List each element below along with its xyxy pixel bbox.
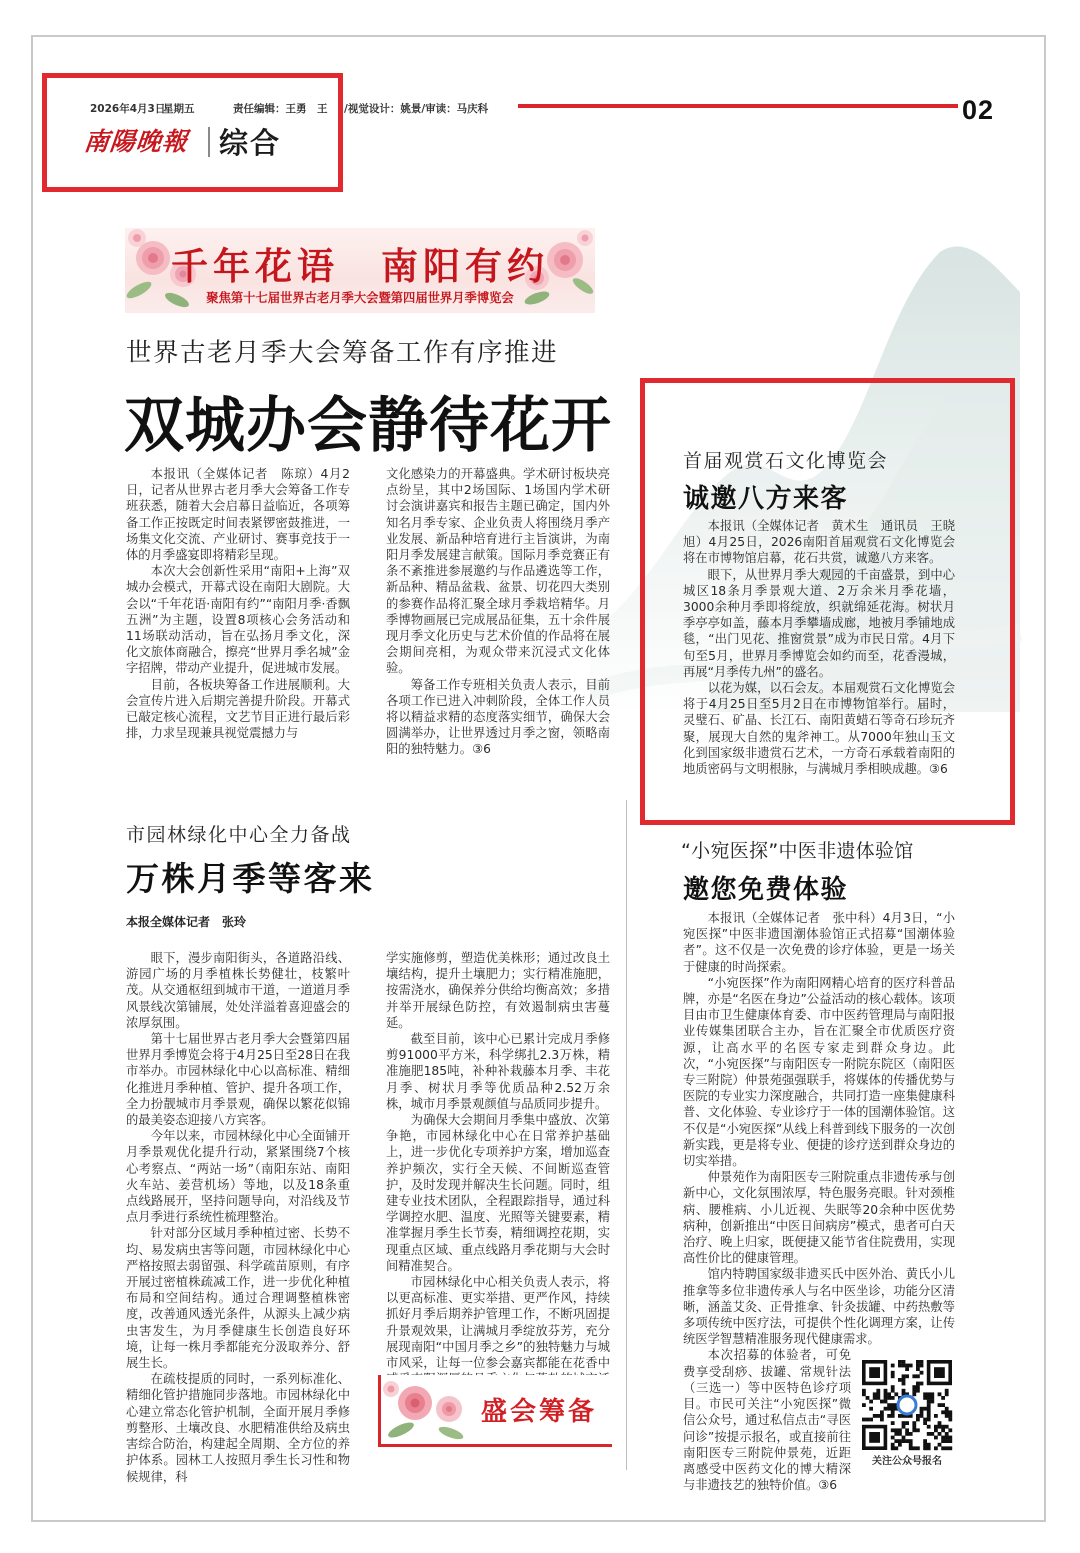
qr-module [898, 1360, 902, 1364]
qr-module [927, 1414, 931, 1418]
qr-module [902, 1421, 906, 1425]
qr-module [923, 1421, 927, 1425]
qr-module [912, 1389, 916, 1393]
qr-module [923, 1392, 927, 1396]
qr-module [905, 1421, 909, 1425]
qr-module [909, 1364, 913, 1368]
qr-module [891, 1374, 895, 1378]
qr-module [941, 1428, 945, 1432]
qr-module [945, 1389, 949, 1393]
qr-module [873, 1414, 877, 1418]
qr-module [887, 1407, 891, 1411]
qr-module [902, 1436, 906, 1440]
qr-module [948, 1436, 952, 1440]
qr-module [916, 1382, 920, 1386]
paragraph: 目前，各板块筹备工作进展顺利。大会宣传片进入后期完善提升阶段。开幕式已敲定核心流程，文艺节目正进行最后彩排，力求呈现兼具视觉震撼力与 [126, 677, 350, 741]
section-banner [378, 1375, 612, 1447]
qr-module [941, 1396, 945, 1400]
qr-module [902, 1378, 906, 1382]
design-credit: /视觉设计：姚景/审读：马庆科 [344, 103, 489, 115]
qr-module [927, 1443, 931, 1447]
qr-module [905, 1364, 909, 1368]
paragraph: 学实施修剪，塑造优美株形；通过改良土壤结构，提升土壤肥力；实行精准施肥，按需浇水，确保养分供给均衡高效；多措并举开展绿色防控，有效遏制病虫害蔓延。 [386, 951, 610, 1030]
paragraph: 本报讯（全媒体记者 陈琼）4月2日，记者从世界古老月季大会筹备工作专班获悉，随着大会启幕日益临近，各项筹备工作正按既定时间表紧锣密鼓推进，一场集文化交流、产业研讨、赛事竞技于一体的月季盛宴即将精彩呈现。 [126, 467, 350, 563]
qr-module [894, 1439, 898, 1443]
qr-module [920, 1410, 924, 1414]
qr-module [909, 1439, 913, 1443]
paragraph: 筹备工作专班相关负责人表示，目前各项工作已进入冲刺阶段，全体工作人员将以精益求精的态度落实细节，确保大会圆满举办，让世界透过月季之窗，领略南阳的独特魅力。③6 [386, 677, 610, 757]
qr-module [862, 1418, 866, 1422]
paragraph: “小宛医探”作为南阳网精心培育的医疗科普品牌，亦是“名医在身边”公益活动的核心载体。该项目由市卫生健康体育委、市中医药管理局与南阳报业传媒集团联合主办，旨在汇聚全市优质医疗资源，让高水平的名医专家走到群众身边。此次，“小宛医探”与南阳医专一附院东院区（南阳医专三附院）仲景苑强强联手，将媒体的传播优势与医院的专业实力深度融合，共同打造一座集健康科普、文化体验、专业诊疗于一体的国潮体验馆。这不仅是“小宛医探”从线上科普到线下服务的一次创新实践，更是将专业、便捷的诊疗送到群众身边的切实举措。 [683, 975, 955, 1169]
qr-module [902, 1360, 906, 1364]
qr-module [905, 1428, 909, 1432]
qr-module [898, 1443, 902, 1447]
qr-module [912, 1425, 916, 1429]
qr-module [862, 1403, 866, 1407]
qr-module [894, 1428, 898, 1432]
qr-module [941, 1403, 945, 1407]
qr-module [876, 1392, 880, 1396]
qr-module [884, 1392, 888, 1396]
lead-column-1 [126, 466, 350, 760]
qr-module [916, 1367, 920, 1371]
qr-module [887, 1396, 891, 1400]
qr-module [912, 1392, 916, 1396]
rose-cluster-icon [381, 1375, 476, 1444]
qr-module [891, 1364, 895, 1368]
rose-care-headline: 万株月季等客来 [126, 859, 375, 898]
qr-module [941, 1410, 945, 1414]
qr-module [916, 1446, 920, 1450]
qr-module [884, 1389, 888, 1393]
qr-module [902, 1389, 906, 1393]
qr-module [880, 1414, 884, 1418]
qr-module [916, 1360, 920, 1364]
qr-module [902, 1374, 906, 1378]
qr-module [923, 1407, 927, 1411]
section-banner-label: 盛会筹备 [481, 1397, 598, 1427]
qr-module [894, 1392, 898, 1396]
stone-expo-kicker: 首届观赏石文化博览会 [683, 450, 889, 472]
qr-module [898, 1439, 902, 1443]
qr-module [934, 1414, 938, 1418]
qr-caption: 关注公众号报名 [872, 1456, 942, 1467]
qr-module [948, 1410, 952, 1414]
header-red-rule [518, 104, 958, 108]
qr-module [905, 1432, 909, 1436]
qr-module [898, 1364, 902, 1368]
paragraph: 仲景苑作为南阳医专三附院重点非遗传承与创新中心，文化氛围浓厚，特色服务亮眼。针对颈椎病、腰椎病、小儿近视、失眠等20余种中医优势病种，创新推出“中医日间病房”模式，患者可白天治疗、晚上归家，既便捷又能节省住院费用，实现高性价比的健康管理。 [683, 1170, 955, 1266]
qr-module [891, 1414, 895, 1418]
qr-module [891, 1403, 895, 1407]
paragraph: 第十七届世界古老月季大会暨第四届世界月季博览会将于4月25日至28日在我市举办。市园林绿化中心以高标准、精细化推进月季种植、管护、提升各项工作，全力扮靓城市月季景观，确保以繁花似锦的最美姿态迎接八方宾客。 [126, 1032, 350, 1128]
qr-module [941, 1446, 945, 1450]
qr-module [891, 1389, 895, 1393]
qr-module [909, 1443, 913, 1447]
qr-module [869, 1407, 873, 1411]
newspaper-logo: 南陽晚報 [82, 127, 190, 156]
qr-module [934, 1428, 938, 1432]
qr-module [902, 1425, 906, 1429]
paragraph: 在疏枝提质的同时，一系列标准化、精细化管护措施同步落地。市园林绿化中心建立常态化管护机制，全面开展月季修剪整形、土壤改良、水肥精准供给及病虫害综合防治，构建起全周期、全方位的养护体系。园林工人按照月季生长习性和物候规律，科 [126, 1372, 350, 1484]
paragraph: 针对部分区域月季种植过密、长势不均、易发病虫害等问题，市园林绿化中心严格按照去弱留强、科学疏苗原则，有序开展过密植株疏减工作，进一步优化种植布局和空间结构。通过合理调整植株密度，改善通风透光条件，从源头上减少病虫害发生，为月季健康生长创造良好环境，让每一株月季都能充分汲取养分、舒展生长。 [126, 1226, 350, 1371]
qr-module [920, 1360, 924, 1364]
qr-module [927, 1400, 931, 1404]
qr-module [938, 1425, 942, 1429]
rose-care-column-2 [386, 950, 610, 1371]
qr-module [869, 1432, 880, 1443]
qr-module [927, 1403, 931, 1407]
paragraph: 本报讯（全媒体记者 黄术生 通讯员 王晓旭）4月25日，2026南阳首届观赏石文化博览会将在市博物馆启幕，花石共赏，诚邀八方来客。 [683, 519, 955, 566]
qr-module [873, 1392, 877, 1396]
qr-module [930, 1392, 934, 1396]
qr-module [916, 1364, 920, 1368]
qr-module [920, 1364, 924, 1368]
qr-module [891, 1428, 895, 1432]
qr-module [941, 1436, 945, 1440]
qr-module [902, 1364, 906, 1368]
qr-module [876, 1389, 880, 1393]
qr-module [923, 1439, 927, 1443]
qr-module [934, 1367, 945, 1378]
qr-module [898, 1428, 902, 1432]
column-divider [626, 800, 627, 1470]
paragraph: 本次大会创新性采用“南阳+上海”双城办会模式，开幕式设在南阳大剧院。大会以“千年花语·南阳有约”“南阳月季·香飘五洲”为主题，设置8项核心会务活动和11场联动活动，旨在弘扬月季文化，深化文旅体商融合，擦亮“世界月季名城”金字招牌，带动产业提升，促进城市发展。 [126, 564, 350, 676]
qr-module [898, 1378, 902, 1382]
tcm-body [683, 910, 955, 1493]
qr-module [945, 1425, 949, 1429]
qr-module [891, 1443, 895, 1447]
qr-module [938, 1392, 942, 1396]
banner-title: 千年花语 南阳有约 [171, 244, 549, 288]
qr-module [941, 1425, 945, 1429]
qr-module [884, 1407, 888, 1411]
highlight-box-stone-expo [640, 378, 1015, 825]
qr-module [898, 1414, 902, 1418]
topic-banner [125, 228, 595, 313]
qr-module [912, 1421, 916, 1425]
issue-weekday: 星期五 [163, 103, 195, 115]
qr-module [923, 1418, 927, 1422]
qr-module [927, 1392, 931, 1396]
paragraph: 眼下，从世界月季大观园的千亩盛景，到中心城区18条月季景观大道、2万余米月季花墙，3000余种月季即将绽放，织就绵延花海。树状月季亭亭如盖，藤本月季攀墙成廊，地被月季铺地成毯，“出门见花、推窗赏景”成为市民日常。4月下旬至5月，世界月季博览会如约而至，花香漫城，再展“月季传九州”的盛名。 [683, 567, 955, 679]
qr-module [934, 1436, 938, 1440]
qr-module [927, 1410, 931, 1414]
qr-module [869, 1418, 873, 1422]
qr-module [930, 1396, 934, 1400]
qr-module [930, 1432, 934, 1436]
qr-module [905, 1439, 909, 1443]
qr-module [912, 1446, 916, 1450]
paragraph: 今年以来，市园林绿化中心全面铺开月季景观优化提升行动，紧紧围绕7个核心考察点、“两站一场”（南阳东站、南阳火车站、姜营机场）等地，以及18条重点线路展开，坚持问题导向，对沿线及节点月季进行系统性梳理整治。 [126, 1129, 350, 1225]
qr-module [923, 1396, 927, 1400]
qr-module [934, 1446, 938, 1450]
qr-module [880, 1410, 884, 1414]
qr-module [862, 1392, 866, 1396]
qr-code [862, 1360, 952, 1450]
qr-module [945, 1392, 949, 1396]
qr-module [891, 1421, 895, 1425]
qr-module [898, 1432, 902, 1436]
qr-module [927, 1396, 931, 1400]
rose-care-column-1 [126, 950, 350, 1484]
page-number: 02 [962, 95, 995, 125]
qr-module [916, 1385, 920, 1389]
qr-code-block [859, 1360, 955, 1470]
banner-subtitle: 聚焦第十七届世界古老月季大会暨第四届世界月季博览会 [206, 291, 514, 305]
qr-module [927, 1407, 931, 1411]
qr-module [945, 1436, 949, 1440]
qr-module [938, 1432, 942, 1436]
qr-module [916, 1374, 920, 1378]
qr-module [887, 1414, 891, 1418]
qr-module [902, 1382, 906, 1386]
qr-module [927, 1425, 931, 1429]
lead-kicker: 世界古老月季大会筹备工作有序推进 [126, 338, 559, 368]
qr-module [891, 1410, 895, 1414]
qr-module [887, 1403, 891, 1407]
qr-module [938, 1403, 942, 1407]
qr-module [923, 1443, 927, 1447]
qr-module [909, 1446, 913, 1450]
qr-module [945, 1414, 949, 1418]
paragraph: 以花为媒，以石会友。本届观赏石文化博览会将于4月25日至5月2日在市博物馆举行。届时，灵璧石、矿晶、长江石、南阳黄蜡石等奇石珍玩齐聚，展现大自然的鬼斧神工。从7000年独山玉文化到国家级非遗赏石艺术，一方奇石承载着南阳的地质密码与文明根脉，与满城月季相映成趣。③6 [683, 681, 955, 777]
qr-module [930, 1400, 934, 1404]
tcm-kicker: “小宛医探”中医非遗体验馆 [681, 840, 914, 862]
qr-module [891, 1446, 895, 1450]
qr-module [916, 1428, 920, 1432]
qr-center-logo-icon [898, 1396, 916, 1414]
highlight-box-header [42, 73, 343, 192]
qr-module [920, 1371, 924, 1375]
paragraph: 截至目前，该中心已累计完成月季修剪91000平方米，科学绑扎2.3万株，精准施肥185吨，补种补栽藤本月季、丰花月季、树状月季等优质品种2.52万余株，城市月季景观颜值与品质同步提升。 [386, 1032, 610, 1111]
paragraph: 馆内特聘国家级非遗买氏中医外治、黄氏小儿推拿等多位非遗传承人与名中医坐诊，功能分区清晰，涵盖艾灸、正骨推拿、针灸拔罐、中药热敷等多项传统中医疗法，可提供个性化调理方案，让传统医学智慧精准服务现代健康需求。 [683, 1267, 955, 1347]
qr-module [916, 1389, 920, 1393]
qr-module [891, 1385, 895, 1389]
qr-module [905, 1374, 909, 1378]
rose-care-kicker: 市园林绿化中心全力备战 [126, 824, 352, 846]
issue-date: 2026年4月3日 [90, 103, 166, 115]
qr-module [938, 1421, 942, 1425]
qr-module [934, 1425, 938, 1429]
qr-module [862, 1389, 866, 1393]
qr-module [866, 1396, 870, 1400]
qr-module [866, 1418, 870, 1422]
qr-module [927, 1432, 931, 1436]
qr-module [880, 1400, 884, 1404]
qr-module [912, 1385, 916, 1389]
qr-module [909, 1432, 913, 1436]
paragraph: 市园林绿化中心相关负责人表示，将以更高标准、更实举措、更严作风，持续抓好月季后期养护管理工作，不断巩固提升景观效果，让满城月季绽放芬芳，充分展现南阳“中国月季之乡”的独特魅力与城市风采，让每一位参会嘉宾都能在花香中 [386, 1275, 610, 1371]
paragraph: 眼下，漫步南阳街头，各道路沿线、游园广场的月季植株长势健壮，枝繁叶茂。从交通枢纽到城市干道，一道道月季风景线次第铺展，处处洋溢着喜迎盛会的浓厚氛围。 [126, 951, 350, 1030]
qr-module [948, 1414, 952, 1418]
qr-module [941, 1439, 945, 1443]
qr-module [948, 1418, 952, 1422]
qr-module [927, 1446, 931, 1450]
qr-module [884, 1400, 888, 1404]
qr-module [891, 1407, 895, 1411]
qr-module [927, 1418, 931, 1422]
qr-module [948, 1446, 952, 1450]
lead-column-2 [386, 466, 610, 760]
qr-module [945, 1410, 949, 1414]
qr-module [945, 1407, 949, 1411]
qr-module [938, 1443, 942, 1447]
qr-module [876, 1396, 880, 1400]
qr-module [923, 1446, 927, 1450]
qr-module [920, 1382, 924, 1386]
qr-module [916, 1418, 920, 1422]
qr-module [894, 1432, 898, 1436]
qr-module [869, 1400, 873, 1404]
editor-credit: 责任编辑：王勇 王 [233, 103, 328, 115]
qr-module [891, 1436, 895, 1440]
qr-module [945, 1432, 949, 1436]
qr-module [880, 1418, 884, 1422]
qr-module [948, 1428, 952, 1432]
qr-module [920, 1414, 924, 1418]
qr-module [891, 1396, 895, 1400]
paragraph: 文化感染力的开幕盛典。学术研讨板块亮点纷呈，其中2场国际、1场国内学术研讨会演讲嘉宾和报告主题已确定，国内外知名月季专家、企业负责人将围绕月季产业发展、新品种培育进行主旨演讲，为南阳月季发展建言献策。国际月季竞赛正有条不紊推进参展邀约与作品遴选等工作，新品种、精品盆栽、盆景、切花四大类别的参赛作品将汇聚全球月季栽培精华。月季博物画展已完成展品征集，五十余件展现月季文化历史与艺术价值的作品将在展会期间亮相，为观众带来沉浸式文化体验。 [386, 467, 610, 676]
qr-module [884, 1396, 888, 1400]
qr-module [948, 1439, 952, 1443]
qr-module [873, 1396, 877, 1400]
stone-expo-headline: 诚邀八方来客 [683, 484, 849, 514]
qr-module [912, 1428, 916, 1432]
tcm-headline: 邀您免费体验 [683, 875, 849, 905]
qr-module [894, 1446, 898, 1450]
paragraph: 为确保大会期间月季集中盛放、次第争艳，市园林绿化中心在日常养护基础上，进一步优化专项养护方案，增加巡查养护频次，实行全天候、不间断巡查管护，及时发现并解决生长问题。同时，组建专业技术团队，全程跟踪指导，通过科学调控水肥、温度、光照等关键要素，精准掌握月季生长节奏，精细调控花期，实现重点区域、重点线路月季花期与大会时间精准契合。 [386, 1113, 610, 1273]
paragraph: 本次招募的体验者，可免费享受刮痧、拔罐、常规针法（三选一）等中医特色诊疗项目。市民可关注“小宛医探”微信公众号，通过私信点击“寻医问诊”按提示报名，或直接前往南阳医专三附院仲景苑，近距离感受中医药文化的博大精深与非遗技艺的独特价值。③6 [683, 1348, 851, 1493]
qr-module [869, 1367, 880, 1378]
rose-care-byline: 本报全媒体记者 张玲 [126, 915, 247, 929]
qr-module [876, 1414, 880, 1418]
qr-module [905, 1367, 909, 1371]
paragraph: 本报讯（全媒体记者 张中科）4月3日，“小宛医探”中医非遗国潮体验馆正式招募“国潮体验者”。这不仅是一次免费的诊疗体验，更是一场关于健康的时尚探索。 [683, 911, 955, 974]
qr-module [945, 1439, 949, 1443]
qr-module [916, 1414, 920, 1418]
qr-module [920, 1407, 924, 1411]
section-name: 综合 [219, 126, 282, 160]
qr-module [887, 1392, 891, 1396]
qr-module [945, 1446, 949, 1450]
lead-headline: 双城办会静待花开 [124, 391, 612, 461]
qr-module [912, 1374, 916, 1378]
qr-module [902, 1439, 906, 1443]
qr-module [891, 1371, 895, 1375]
